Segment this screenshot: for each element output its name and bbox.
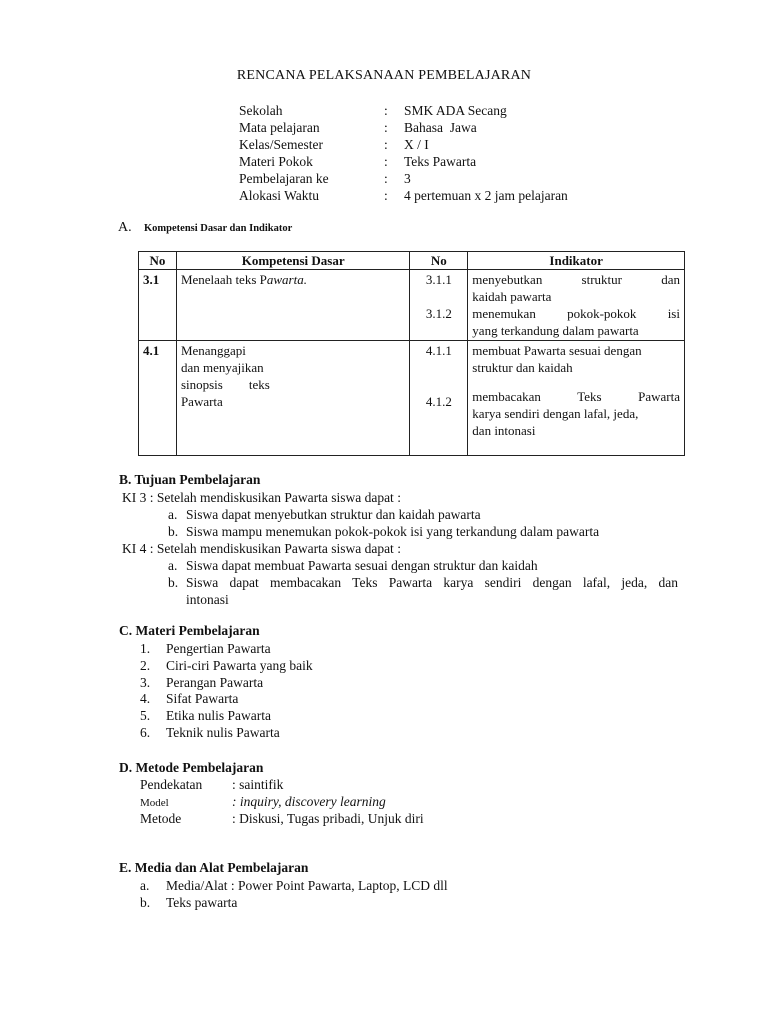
indicator-line <box>472 271 680 288</box>
section-letter: A. <box>118 220 132 235</box>
identity-block <box>239 102 568 204</box>
indicator-line: membacakan Teks Pawarta <box>472 389 680 404</box>
info-value: 3 <box>404 171 411 186</box>
info-colon: : <box>384 120 388 135</box>
header-no: No <box>139 252 177 270</box>
indicator-line <box>472 305 680 322</box>
list-text: Siswa dapat menyebutkan struktur dan kaidah pawarta <box>186 507 481 522</box>
info-colon: : <box>384 188 388 203</box>
indicator-line: yang terkandung dalam pawarta <box>472 323 639 338</box>
list-marker: 2. <box>140 658 151 673</box>
kd-line: dan menyajikan <box>180 360 264 375</box>
header-no-indikator: No <box>410 252 468 270</box>
section-b-heading: B. Tujuan Pembelajaran <box>119 472 261 487</box>
list-item <box>140 877 448 894</box>
indicator-numbers <box>410 270 468 341</box>
list-item <box>140 707 271 724</box>
info-row-kelas-semester <box>239 136 568 153</box>
indicator-line: karya sendiri dengan lafal, jeda, <box>472 406 639 421</box>
list-marker: b. <box>168 524 179 539</box>
kd-line: sinopsis teks <box>180 377 270 392</box>
list-item <box>168 557 538 574</box>
header-kompetensi-dasar: Kompetensi Dasar <box>176 252 409 270</box>
list-text: Perangan Pawarta <box>166 675 264 690</box>
kd-line: Menanggapi <box>180 343 246 358</box>
indicator-word: isi <box>667 306 680 321</box>
info-label: Kelas/Semester <box>239 137 323 152</box>
indicator-line: struktur dan kaidah <box>472 360 573 375</box>
info-colon: : <box>384 137 388 152</box>
method-label: Pendekatan <box>140 777 203 792</box>
table-row <box>139 341 685 456</box>
indicator-text <box>468 341 685 456</box>
list-text: Pengertian Pawarta <box>166 641 271 656</box>
list-item <box>168 574 678 591</box>
info-label: Pembelajaran ke <box>239 171 329 186</box>
method-value: : inquiry, discovery learning <box>232 794 386 809</box>
info-row-materi-pokok <box>239 153 568 170</box>
info-row-mata-pelajaran <box>239 119 568 136</box>
section-e-heading: E. Media dan Alat Pembelajaran <box>119 860 309 875</box>
indicator-no: 3.1.1 <box>425 272 452 287</box>
kd-text <box>176 341 409 456</box>
list-item <box>168 523 599 540</box>
list-marker: b. <box>168 575 179 590</box>
header-indikator: Indikator <box>468 252 685 270</box>
section-title: Kompetensi Dasar dan Indikator <box>144 223 293 234</box>
list-item <box>140 894 237 911</box>
list-marker: 5. <box>140 708 151 723</box>
info-value: Teks Pawarta <box>404 154 477 169</box>
list-text: Teks pawarta <box>166 895 238 910</box>
kd-text <box>176 270 409 341</box>
info-label: Alokasi Waktu <box>239 188 320 203</box>
method-value: : saintifik <box>232 777 284 792</box>
list-item <box>168 506 481 523</box>
info-label: Materi Pokok <box>239 154 313 169</box>
indicator-word: menemukan <box>472 306 536 321</box>
indicator-text <box>468 270 685 341</box>
ki4-intro: KI 4 : Setelah mendiskusikan Pawarta siswa dapat : <box>122 541 401 556</box>
indicator-no: 3.1.2 <box>425 306 452 321</box>
indicator-word: pokok-pokok <box>567 306 637 321</box>
list-item <box>140 640 271 657</box>
list-text: Teknik nulis Pawarta <box>166 725 280 740</box>
list-marker: a. <box>168 558 178 573</box>
kd-line: Pawarta <box>180 394 223 409</box>
indicator-word: dan <box>661 272 680 287</box>
list-text: Media/Alat : Power Point Pawarta, Laptop, LCD dll <box>166 878 448 893</box>
info-value: 4 pertemuan x 2 jam pelajaran <box>404 188 568 203</box>
list-item <box>140 724 280 741</box>
list-item <box>140 657 313 674</box>
list-marker: a. <box>140 878 150 893</box>
list-marker: 3. <box>140 675 151 690</box>
indicator-line: membuat Pawarta sesuai dengan <box>472 343 642 358</box>
indicator-word: menyebutkan <box>472 272 543 287</box>
info-row-alokasi-waktu <box>239 187 568 204</box>
info-value: Bahasa Jawa <box>404 120 477 135</box>
kd-text-italic: awarta. <box>266 272 307 287</box>
list-marker: a. <box>168 507 178 522</box>
section-a-heading <box>118 219 292 236</box>
list-item <box>140 690 238 707</box>
info-label: Sekolah <box>239 103 283 118</box>
kd-text-part: Menelaah teks P <box>180 272 267 287</box>
ki3-intro: KI 3 : Setelah mendiskusikan Pawarta siswa dapat : <box>122 490 401 505</box>
method-label: Metode <box>140 811 182 826</box>
competency-table <box>138 251 685 456</box>
table-header-row <box>139 252 685 270</box>
list-text-continued: intonasi <box>186 592 229 607</box>
section-c-heading: C. Materi Pembelajaran <box>119 623 260 638</box>
method-label: Model <box>140 797 169 809</box>
list-marker: 6. <box>140 725 151 740</box>
indicator-word: struktur <box>581 272 622 287</box>
info-row-sekolah <box>239 102 568 119</box>
method-row <box>140 810 424 827</box>
indicator-numbers <box>410 341 468 456</box>
list-item <box>140 674 263 691</box>
info-value: SMK ADA Secang <box>404 103 507 118</box>
list-marker: b. <box>140 895 151 910</box>
indicator-line: dan intonasi <box>472 423 536 438</box>
list-marker: 1. <box>140 641 151 656</box>
indicator-no: 4.1.1 <box>425 343 452 358</box>
list-marker: 4. <box>140 691 151 706</box>
section-d-heading: D. Metode Pembelajaran <box>119 760 264 775</box>
list-text: Sifat Pawarta <box>166 691 239 706</box>
info-colon: : <box>384 171 388 186</box>
method-row <box>140 776 283 793</box>
indicator-line: kaidah pawarta <box>472 289 552 304</box>
kd-number: 3.1 <box>139 270 177 341</box>
info-colon: : <box>384 154 388 169</box>
list-text: Siswa dapat membuat Pawarta sesuai dengan struktur dan kaidah <box>186 558 538 573</box>
method-value: : Diskusi, Tugas pribadi, Unjuk diri <box>232 811 424 826</box>
info-label: Mata pelajaran <box>239 120 320 135</box>
indicator-no: 4.1.2 <box>425 394 452 409</box>
list-text: Ciri-ciri Pawarta yang baik <box>166 658 313 673</box>
list-text: Siswa dapat membacakan Teks Pawarta karya sendiri dengan lafal, jeda, dan <box>186 575 678 590</box>
list-text: Etika nulis Pawarta <box>166 708 271 723</box>
info-row-pembelajaran-ke <box>239 170 568 187</box>
document-title: RENCANA PELAKSANAAN PEMBELAJARAN <box>236 68 532 83</box>
info-colon: : <box>384 103 388 118</box>
list-text: Siswa mampu menemukan pokok-pokok isi yang terkandung dalam pawarta <box>186 524 600 539</box>
kd-number: 4.1 <box>139 341 177 456</box>
info-value: X / I <box>404 137 429 152</box>
table-row <box>139 270 685 341</box>
